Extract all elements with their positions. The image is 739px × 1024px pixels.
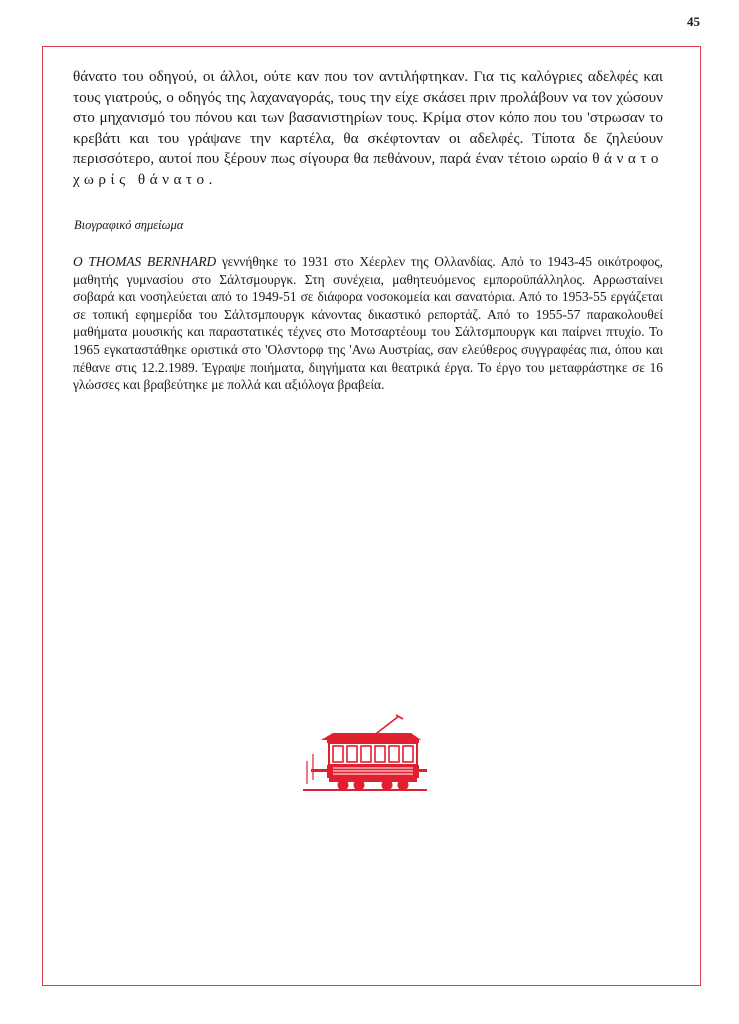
main-text-spaced-ending: θάνατο χωρίς θάνατο.	[73, 150, 664, 188]
page-number: 45	[687, 14, 700, 29]
tram-icon	[303, 714, 427, 792]
main-text-body: θάνατο του οδηγού, οι άλλοι, ούτε καν που τον αντιλήφτηκαν. Για τις καλόγριες αδελφές και τους γιατρούς, ο οδηγός της λαχαναγοράς, τους την είχε σκάσει πριν προλάβουν να τον χώσουν στο μηχανισμό του πόνου και των βασανιστηρίων τους. Κρίμα στον κόπο που του 'στρωσαν το κρεβάτι και του γράψανε την καρτέλα, θα σκέφτονταν οι αδελφές. Τίποτα δε ζηλεύουν περισσότερο, αυτοί που ξέρουν πως σίγουρα θα πεθάνουν, παρά έναν τέτοιο ωραίο	[73, 68, 663, 167]
main-text	[73, 67, 663, 190]
biography-body: γεννήθηκε το 1931 στο Χέερλεν της Ολλανδίας. Από το 1943-45 οικότροφος, μαθητής γυμνασίου στο Σάλτσμουργκ. Στη συνέχεια, μαθητευόμενος εμποροϋπάλληλος. Αρρωσταίνει σοβαρά και νοσηλεύεται από το 1949-51 σε διάφορα νοσοκομεία και σανατόρια. Από το 1953-55 εργάζεται σε τοπική εφημερίδα του Σάλτσμπουργκ κάνοντας δικαστικό ρεπορτάζ. Από το 1955-57 παρακολουθεί μαθήματα μουσικής και παραστατικές τέχνες στο Μοτσαρτέουμ του Σάλτσμπουργκ και παίρνει πτυχίο. Το 1965 εγκαταστάθηκε οριστικά στο 'Ολσντορφ της 'Ανω Αυστρίας, σαν ελεύθερος συγγραφέας πια, όπου και πέθανε στις 12.2.1989. Έγραψε ποιήματα, διηγήματα και θεατρικά έργα. Το έργο του μεταφράστηκε σε 16 γλώσσες και βραβεύτηκε με πολλά και αξιόλογα βραβεία.	[73, 254, 663, 393]
biography-author-name: Ο THOMAS BERNHARD	[73, 254, 217, 269]
biography-heading: Βιογραφικό σημείωμα	[74, 218, 184, 232]
biography-text	[73, 253, 663, 394]
